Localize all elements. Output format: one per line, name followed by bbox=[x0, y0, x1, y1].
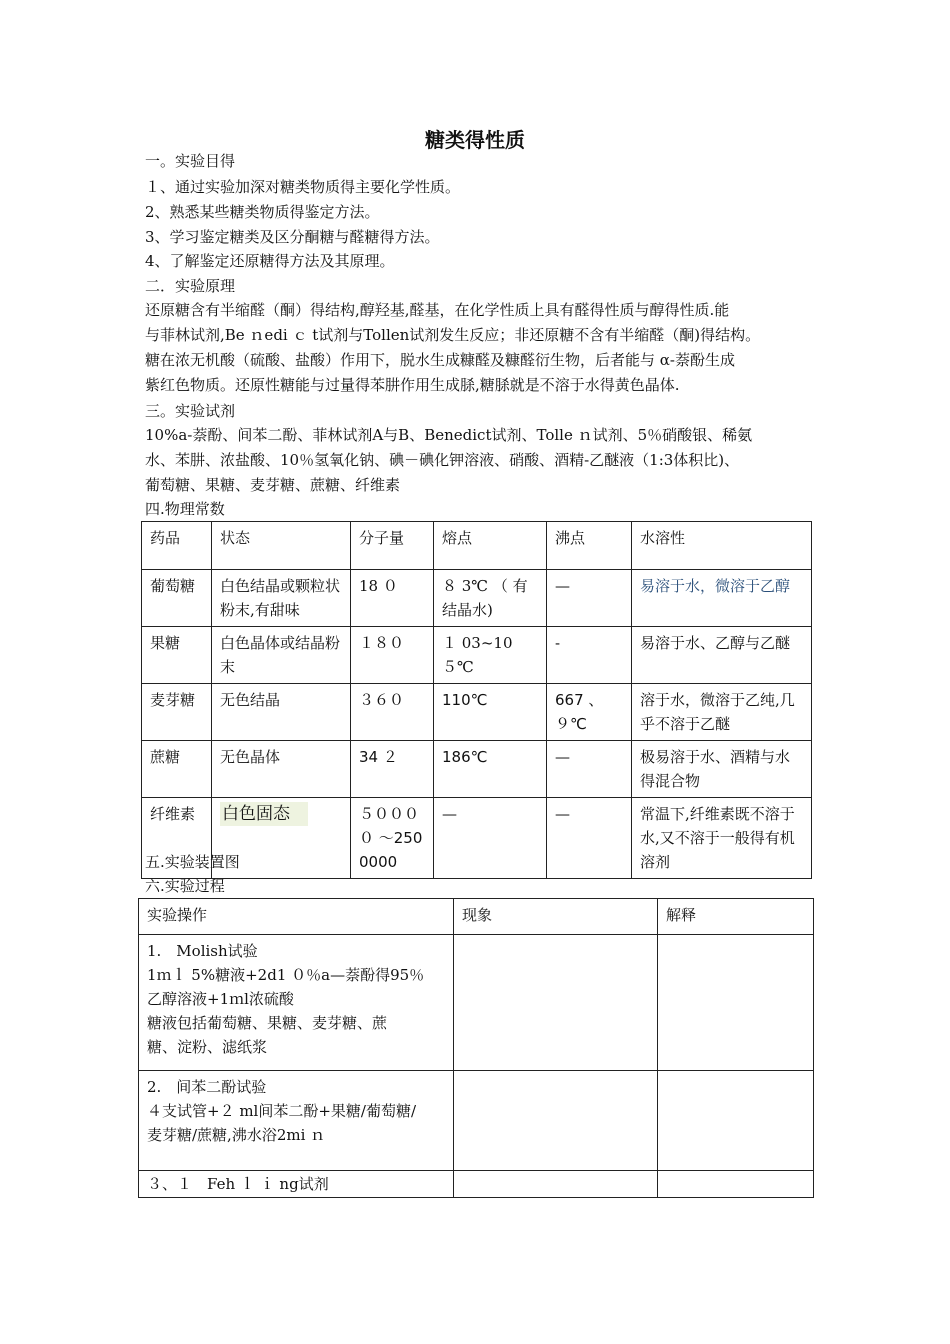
cell-phenomenon bbox=[454, 935, 658, 1071]
principle-line: 紫红色物质。还原性糖能与过量得苯肼作用生成脎,糖脎就是不溶于水得黄色晶体. bbox=[145, 376, 680, 394]
cell-mp: 110℃ bbox=[434, 684, 547, 741]
table-header-row bbox=[139, 899, 814, 935]
reagents-paragraph bbox=[145, 423, 809, 498]
cell-state: 无色结晶 bbox=[212, 684, 351, 741]
highlighted-state: 白色固态 bbox=[220, 802, 308, 826]
header-cell: 分子量 bbox=[351, 522, 434, 570]
cell-mp: 186℃ bbox=[434, 741, 547, 798]
header-cell: 沸点 bbox=[547, 522, 632, 570]
objective-item: 4、了解鉴定还原糖得方法及其原理。 bbox=[145, 252, 395, 270]
header-cell: 状态 bbox=[212, 522, 351, 570]
section-6-heading: 六.实验过程 bbox=[145, 877, 225, 895]
section-4-heading: 四.物理常数 bbox=[145, 500, 225, 518]
principle-line: 还原糖含有半缩醛（酮）得结构,醇羟基,醛基，在化学性质上具有醛得性质与醇得性质.能 bbox=[145, 301, 730, 319]
operation-line: 1ｍｌ 5%糖液+2d1 ０％a—萘酚得95％ bbox=[147, 966, 425, 984]
operation-title: 1. Molish试验 bbox=[147, 942, 258, 960]
table-row bbox=[139, 935, 814, 1071]
operation-line: 糖液包括葡萄糖、果糖、麦芽糖、蔗 bbox=[147, 1014, 388, 1032]
cell-state: 无色晶体 bbox=[212, 741, 351, 798]
cell-solubility: 溶于水，微溶于乙纯,几乎不溶于乙醚 bbox=[632, 684, 812, 741]
cell-bp: 667 、９℃ bbox=[547, 684, 632, 741]
cell-explanation bbox=[658, 1071, 814, 1171]
cell-operation bbox=[139, 935, 454, 1071]
cell-operation bbox=[139, 1071, 454, 1171]
cell-bp: — bbox=[547, 741, 632, 798]
cell-name: 蔗糖 bbox=[142, 741, 212, 798]
operation-line: 糖、淀粉、滤纸浆 bbox=[147, 1038, 268, 1056]
cell-mw: 34 ２ bbox=[351, 741, 434, 798]
cell-state: 白色晶体或结晶粉末 bbox=[212, 627, 351, 684]
cell-name: 果糖 bbox=[142, 627, 212, 684]
section-5-heading: 五.实验装置图 bbox=[145, 853, 240, 871]
header-cell: 解释 bbox=[658, 899, 814, 935]
operation-title: ３、１ Feh ｌ ｉ ng试剂 bbox=[147, 1175, 329, 1193]
header-cell: 水溶性 bbox=[632, 522, 812, 570]
cell-phenomenon bbox=[454, 1071, 658, 1171]
cell-name: 麦芽糖 bbox=[142, 684, 212, 741]
objective-item: 2、熟悉某些糖类物质得鉴定方法。 bbox=[145, 203, 380, 221]
cell-mw: ３６０ bbox=[351, 684, 434, 741]
table-row bbox=[142, 570, 812, 627]
table-row bbox=[142, 741, 812, 798]
cell-solubility: 易溶于水、乙醇与乙醚 bbox=[632, 627, 812, 684]
cell-name: 纤维素 bbox=[142, 798, 212, 879]
cell-explanation bbox=[658, 1171, 814, 1198]
cell-explanation bbox=[658, 935, 814, 1071]
cell-solubility: 常温下,纤维素既不溶于水,又不溶于一般得有机溶剂 bbox=[632, 798, 812, 879]
objective-item: 3、学习鉴定糖类及区分酮糖与醛糖得方法。 bbox=[145, 228, 440, 246]
principle-paragraph bbox=[145, 298, 809, 398]
operation-line: ４支试管+２ ml间苯二酚+果糖/葡萄糖/ bbox=[147, 1102, 417, 1120]
cell-operation bbox=[139, 1171, 454, 1198]
table-row bbox=[142, 627, 812, 684]
header-cell: 现象 bbox=[454, 899, 658, 935]
objective-item: １、通过实验加深对糖类物质得主要化学性质。 bbox=[145, 178, 461, 196]
reagents-line: 葡萄糖、果糖、麦芽糖、蔗糖、纤维素 bbox=[145, 476, 401, 494]
header-cell: 药品 bbox=[142, 522, 212, 570]
cell-mp: １ 03~10 ５℃ bbox=[434, 627, 547, 684]
reagents-line: 水、苯肼、浓盐酸、10％氢氧化钠、碘－碘化钾溶液、硝酸、酒精-乙醚液（1:3体积比)、 bbox=[145, 451, 740, 469]
cell-mp: — bbox=[434, 798, 547, 879]
procedure-table bbox=[138, 898, 814, 1198]
table-row bbox=[142, 798, 812, 879]
reagents-line: 10%a-萘酚、间苯二酚、菲林试剂A与B、Benedict试剂、Tolle ｎ试剂、5％硝酸银、稀氨 bbox=[145, 426, 753, 444]
operation-title: 2. 间苯二酚试验 bbox=[147, 1078, 267, 1096]
cell-phenomenon bbox=[454, 1171, 658, 1198]
cell-mw: ５０００ ０ ～2500000 bbox=[351, 798, 434, 879]
cell-mw: １８０ bbox=[351, 627, 434, 684]
cell-bp: — bbox=[547, 570, 632, 627]
section-3-heading: 三。实验试剂 bbox=[145, 402, 236, 420]
cell-bp: — bbox=[547, 798, 632, 879]
cell-solubility: 极易溶于水、酒精与水得混合物 bbox=[632, 741, 812, 798]
cell-state: 白色结晶或颗粒状粉末,有甜味 bbox=[212, 570, 351, 627]
table-row bbox=[142, 684, 812, 741]
cell-mw: 18 ０ bbox=[351, 570, 434, 627]
cell-solubility: 易溶于水，微溶于乙醇 bbox=[632, 570, 812, 627]
header-cell: 熔点 bbox=[434, 522, 547, 570]
operation-line: 麦芽糖/蔗糖,沸水浴2mi ｎ bbox=[147, 1126, 326, 1144]
cell-name: 葡萄糖 bbox=[142, 570, 212, 627]
page-title: 糖类得性质 bbox=[425, 128, 525, 152]
physical-constants-table bbox=[141, 521, 812, 879]
cell-bp: - bbox=[547, 627, 632, 684]
principle-line: 糖在浓无机酸（硫酸、盐酸）作用下，脱水生成糠醛及糠醛衍生物，后者能与 α-萘酚生成 bbox=[145, 351, 735, 369]
operation-line: 乙醇溶液+1ｍl浓硫酸 bbox=[147, 990, 294, 1008]
principle-line: 与菲林试剂,Be ｎedi ｃ t试剂与Tollen试剂发生反应；非还原糖不含有半缩醛（酮)得结构。 bbox=[145, 326, 761, 344]
section-1-heading: 一。实验目得 bbox=[145, 152, 236, 170]
cell-mp: ８ 3℃ （ 有结晶水) bbox=[434, 570, 547, 627]
table-header-row bbox=[142, 522, 812, 570]
header-cell: 实验操作 bbox=[139, 899, 454, 935]
table-row bbox=[139, 1071, 814, 1171]
section-2-heading: 二．实验原理 bbox=[145, 277, 236, 295]
table-row bbox=[139, 1171, 814, 1198]
